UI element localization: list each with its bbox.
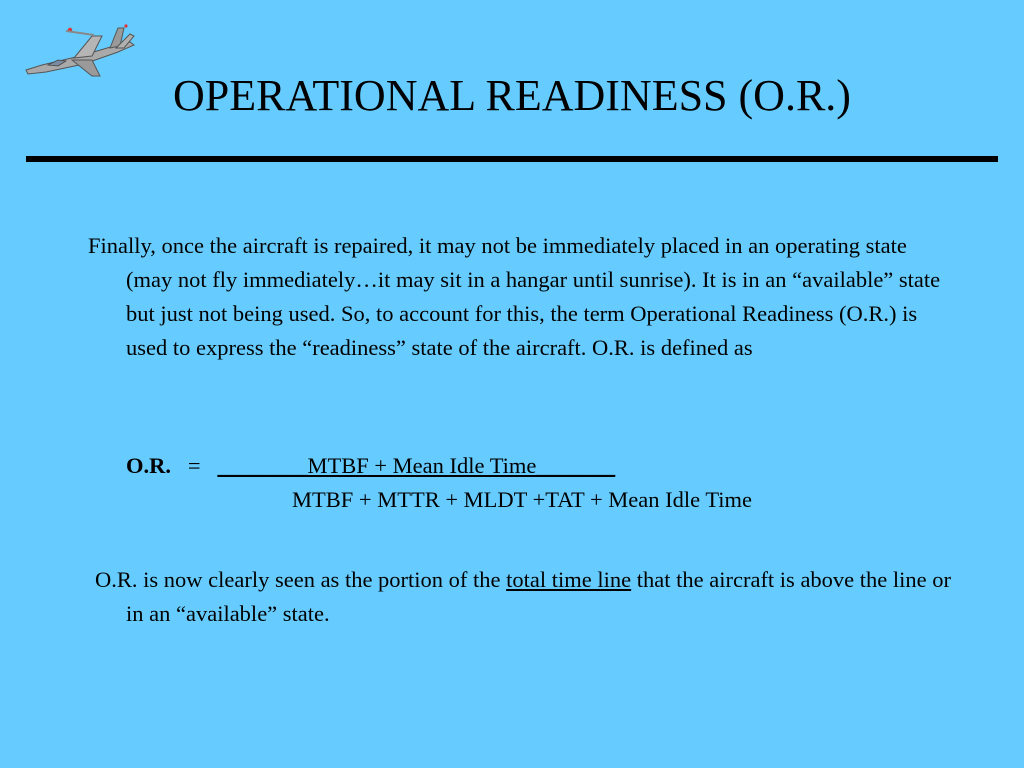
formula-lhs: O.R. [126,453,171,478]
formula-denominator: MTBF + MTTR + MLDT +TAT + Mean Idle Time [292,487,753,512]
title-divider [26,156,998,162]
formula-equals: = [171,453,218,478]
paragraph-conclusion [95,563,955,631]
formula-numerator: ________MTBF + Mean Idle Time_______ [217,453,616,478]
total-time-line-text: total time line [506,567,632,592]
slide-title: OPERATIONAL READINESS (O.R.) [173,71,851,120]
paragraph-intro: Finally, once the aircraft is repaired, it may not be immediately placed in an operating state (may not fly immediately…it may sit in a hangar until sunrise). It is in an “available” state but just not being used. So, to account for this, the term Operational Readiness (O.R.) is used to express the “readiness” state of the aircraft. O.R. is defined as [88,233,941,360]
conclusion-text-after: that the aircraft is above the line or in an “available” state. [126,567,952,626]
formula [126,449,946,517]
formula-numerator-row [126,449,946,483]
conclusion-text-before: O.R. is now clearly seen as the portion of the [95,567,507,592]
